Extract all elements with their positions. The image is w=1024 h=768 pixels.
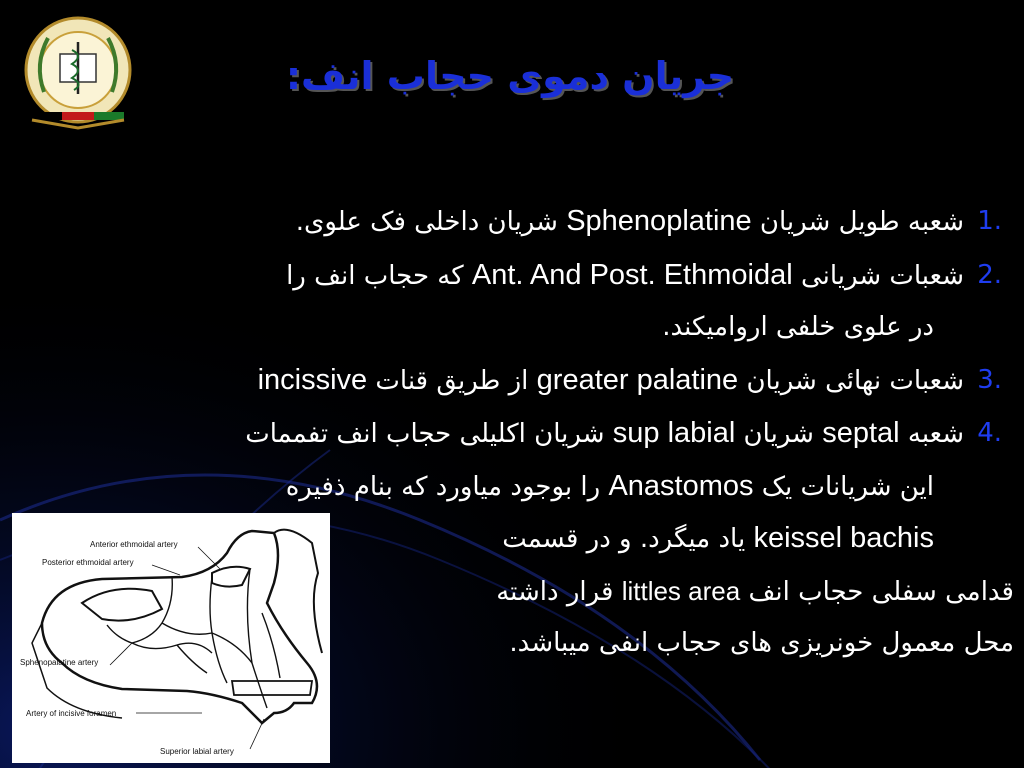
label-sphenopalatine: Sphenopalatine artery (20, 658, 99, 667)
item-text: شریان اکلیلی حجاب انف تفممات (245, 419, 613, 449)
item-text: از طریق قنات (367, 366, 537, 396)
item-number: 4. (977, 418, 1002, 448)
item-term: sup labial (612, 417, 736, 449)
item-text: این شریانات یک (753, 472, 934, 502)
item-number: 1. (977, 206, 1002, 236)
item-text: یاد میگرد. و در قسمت (502, 524, 754, 554)
item-text: قدامی سفلی حجاب انف (740, 577, 1014, 607)
item-term: Sphenoplatine (566, 205, 752, 237)
item-text: قرار داشته (496, 577, 622, 607)
nasal-septum-artery-diagram (12, 513, 330, 763)
list-item (295, 204, 1002, 239)
label-anterior-ethmoidal: Anterior ethmoidal artery (90, 540, 178, 549)
slide-title: جریان دموی حجاب انف: (285, 54, 735, 98)
item-text: شریان داخلی فک علوی. (295, 207, 567, 237)
item-text: که حجاب انف را (286, 261, 472, 291)
list-item-continuation (286, 469, 934, 504)
list-item (286, 258, 1002, 293)
label-posterior-ethmoidal: Posterior ethmoidal artery (42, 558, 134, 567)
item-term: Anastomos (608, 470, 754, 502)
item-text: شعبه (899, 419, 964, 449)
item-term: littles area (621, 576, 741, 606)
item-term: incissive (257, 364, 368, 396)
list-item-continuation (496, 574, 1014, 609)
item-number: 2. (977, 260, 1002, 290)
label-incisive: Artery of incisive foramen (26, 709, 117, 718)
item-term: septal (822, 417, 900, 449)
list-item (257, 363, 1002, 398)
list-item-continuation: محل معمول خونریزی های حجاب انفی میباشد. (509, 628, 1014, 658)
item-term: Ant. And Post. Ethmoidal (471, 259, 793, 291)
item-text: شریان (735, 419, 823, 449)
item-text: شعبات نهائی شریان (738, 366, 964, 396)
label-superior-labial: Superior labial artery (160, 747, 234, 756)
item-number: 3. (977, 365, 1002, 395)
list-item-continuation: در علوی خلفی اروامیکند. (662, 312, 934, 342)
item-text: شعبات شریانی (792, 261, 964, 291)
item-term: greater palatine (536, 364, 739, 396)
list-item (245, 416, 1002, 451)
item-text: را بوجود میاورد که بنام ذفیره (285, 472, 609, 502)
list-item-continuation (502, 521, 934, 556)
item-term: keissel bachis (753, 522, 934, 554)
item-text: شعبه طویل شریان (751, 207, 964, 237)
